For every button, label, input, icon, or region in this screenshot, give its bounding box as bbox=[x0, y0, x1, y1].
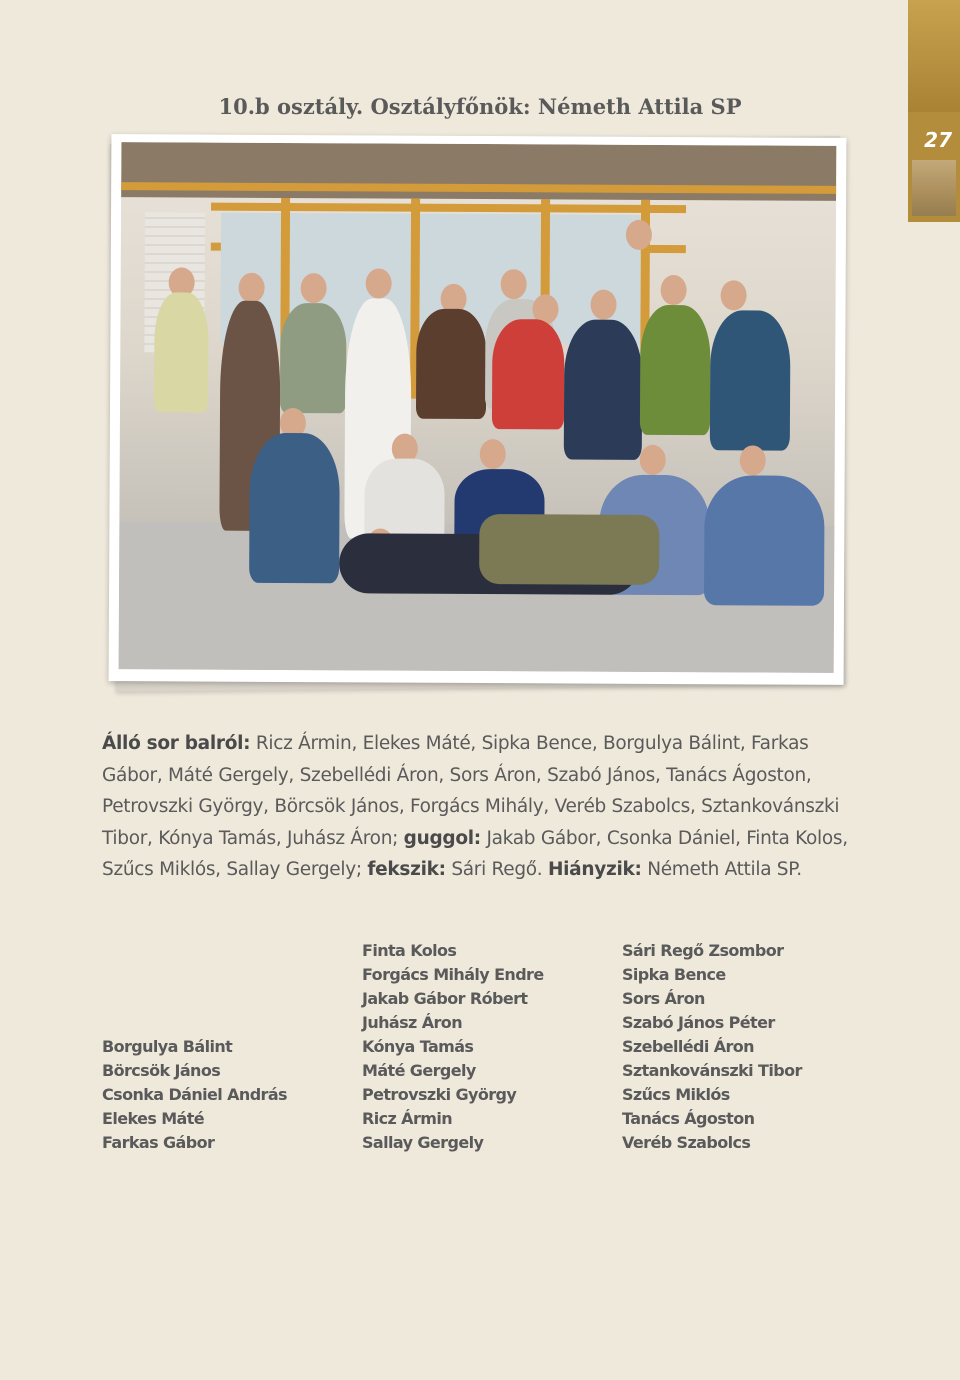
name-item: Sallay Gergely bbox=[362, 1133, 484, 1152]
photo-person bbox=[640, 305, 711, 435]
caption-standing-label: Álló sor balról: bbox=[102, 733, 251, 754]
name-list-column-2 bbox=[362, 939, 544, 1155]
photo-person-head bbox=[640, 445, 666, 475]
name-item: Szebellédi Áron bbox=[622, 1037, 754, 1056]
photo-person-head bbox=[661, 275, 687, 305]
photo-person-head bbox=[301, 273, 327, 303]
photo-image bbox=[119, 142, 837, 673]
photo-person bbox=[564, 319, 643, 459]
page-number: 27 bbox=[924, 128, 952, 152]
name-item: Szabó János Péter bbox=[622, 1013, 775, 1032]
name-item: Sztankovánszki Tibor bbox=[622, 1061, 802, 1080]
photo-person bbox=[249, 433, 340, 583]
name-item: Börcsök János bbox=[102, 1061, 221, 1080]
photo-person-head bbox=[590, 290, 616, 320]
photo-person bbox=[710, 310, 791, 450]
photo-person-head bbox=[366, 268, 392, 298]
name-item: Juhász Áron bbox=[362, 1013, 462, 1032]
photo-person bbox=[479, 514, 659, 585]
caption-crouch-text: Jakab Gábor, Csonka Dániel, Finta Kolos, Szűcs Miklós, Sallay Gergely; bbox=[102, 827, 848, 880]
name-item: Tanács Ágoston bbox=[622, 1109, 755, 1128]
tab-thumbnail bbox=[912, 160, 956, 216]
name-item: Sári Regő Zsombor bbox=[622, 941, 784, 960]
name-item: Veréb Szabolcs bbox=[622, 1133, 751, 1152]
name-list-column-3 bbox=[622, 939, 802, 1155]
photo-person-head bbox=[721, 280, 747, 310]
caption-lying-label: fekszik: bbox=[367, 859, 446, 880]
photo-person bbox=[492, 319, 565, 429]
photo-person-head bbox=[501, 269, 527, 299]
page-title: 10.b osztály. Osztályfőnök: Németh Attila SP bbox=[218, 94, 742, 119]
name-item: Borgulya Bálint bbox=[102, 1037, 233, 1056]
name-list-column-1 bbox=[102, 1035, 287, 1155]
class-photo bbox=[109, 134, 847, 685]
name-item: Csonka Dániel András bbox=[102, 1085, 287, 1104]
caption-crouch-label: guggol: bbox=[403, 827, 481, 849]
caption-absent-text: Németh Attila SP. bbox=[641, 859, 802, 880]
photo-person-head bbox=[740, 445, 766, 475]
photo-person bbox=[704, 475, 825, 606]
caption-standing-text: Ricz Ármin, Elekes Máté, Sipka Bence, Borgulya Bálint, Farkas Gábor, Máté Gergely, Szebellédi Áron, Sors Áron, Szabó János, Tanács Ágoston, Petrovszki György, Börcsök János, Forgács Mihály, Veréb Szabolcs, Sztankovánszki Tibor, Kónya Tamás, Juhász Áron; bbox=[102, 733, 840, 849]
name-item: Farkas Gábor bbox=[102, 1133, 215, 1152]
name-item: Finta Kolos bbox=[362, 941, 457, 960]
name-item: Sipka Bence bbox=[622, 965, 726, 984]
photo-person bbox=[280, 303, 347, 413]
photo-caption bbox=[102, 728, 872, 886]
caption-lying-text: Sári Regő. bbox=[445, 859, 548, 880]
name-item: Jakab Gábor Róbert bbox=[362, 989, 528, 1008]
photo-person-head bbox=[480, 439, 506, 469]
name-item: Petrovszki György bbox=[362, 1085, 517, 1104]
name-item: Máté Gergely bbox=[362, 1061, 476, 1080]
name-item: Sors Áron bbox=[622, 989, 705, 1008]
photo-person-head bbox=[239, 273, 265, 303]
name-item: Forgács Mihály Endre bbox=[362, 965, 544, 984]
photo-person-head bbox=[626, 220, 652, 250]
name-item: Szűcs Miklós bbox=[622, 1085, 730, 1104]
caption-absent-label: Hiányzik: bbox=[547, 859, 642, 880]
name-item: Kónya Tamás bbox=[362, 1037, 474, 1056]
photo-person bbox=[416, 309, 487, 419]
photo-person bbox=[154, 292, 209, 412]
name-item: Ricz Ármin bbox=[362, 1109, 452, 1128]
name-item: Elekes Máté bbox=[102, 1109, 205, 1128]
